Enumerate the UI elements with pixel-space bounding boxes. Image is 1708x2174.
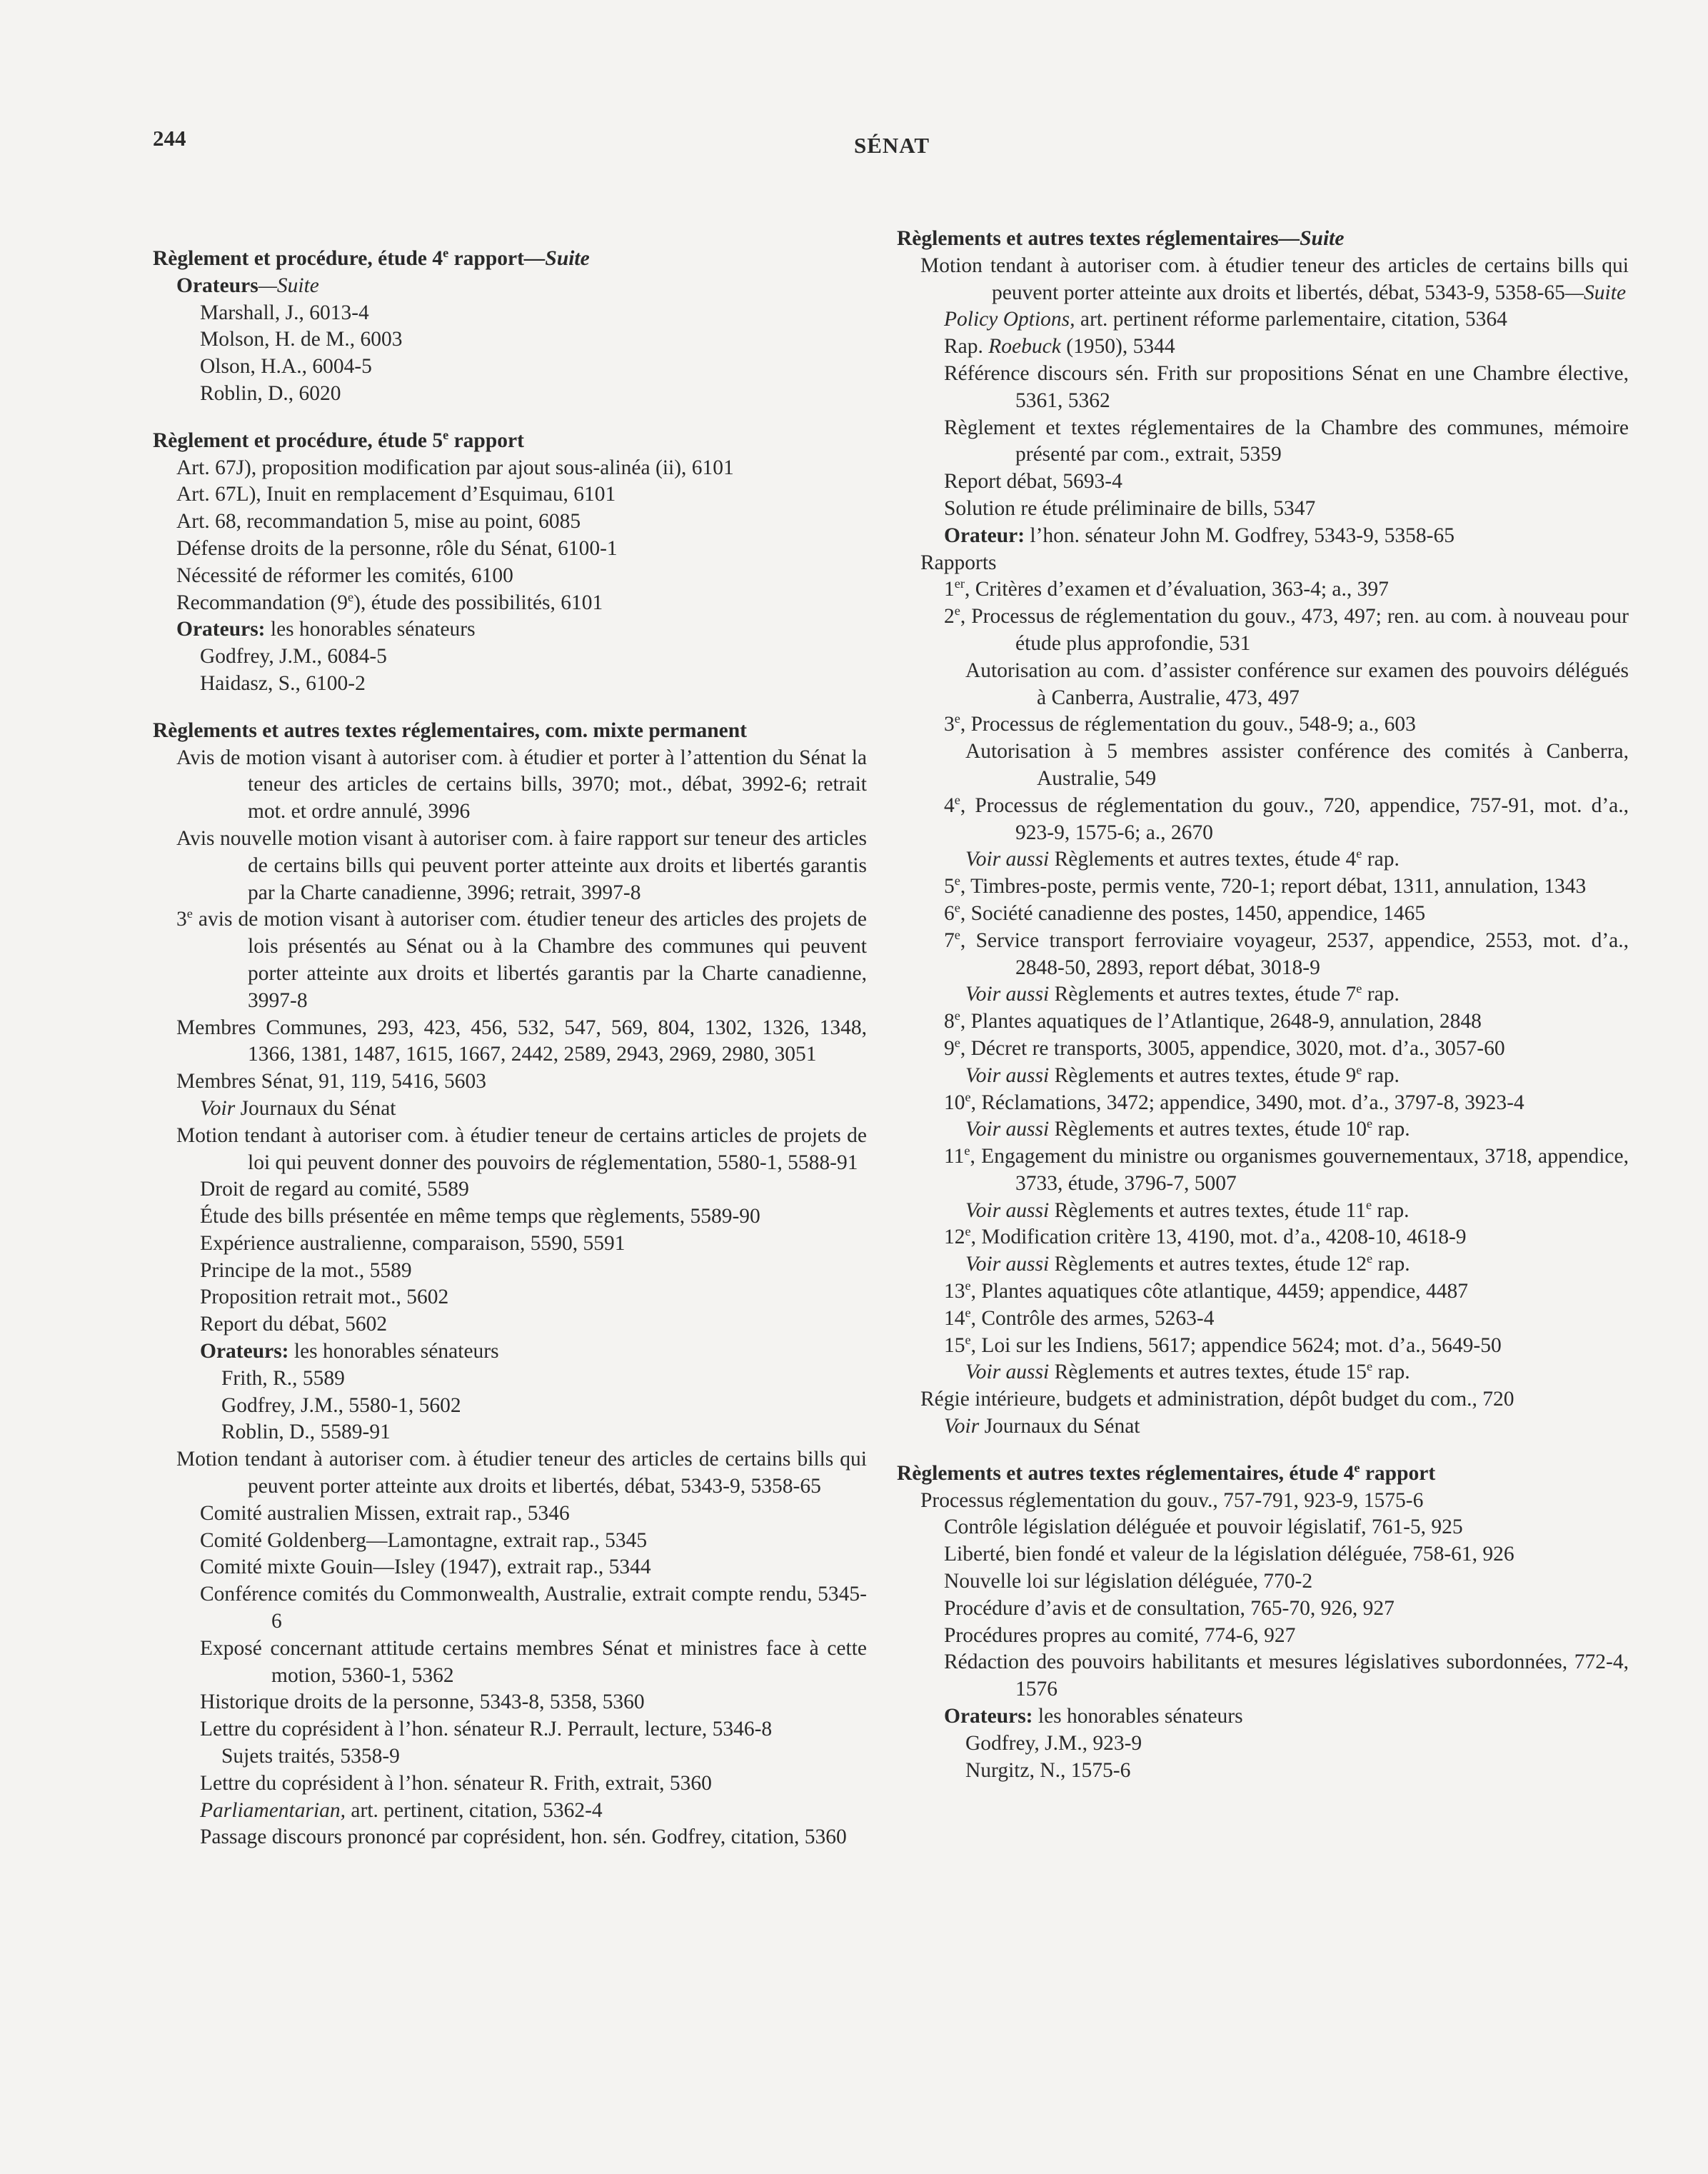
index-entry [897, 253, 1629, 307]
index-entry [153, 273, 867, 300]
entry-text: Solution re étude préliminaire de bills, 5347 [944, 496, 1316, 520]
index-entry [153, 1798, 867, 1825]
entry-it: Voir aussi [965, 1118, 1050, 1141]
index-entry [153, 643, 867, 671]
entry-after: Règlements et autres textes, étude 9 [1049, 1063, 1357, 1087]
index-entry [897, 550, 1629, 577]
entry-sup: e [954, 873, 960, 888]
entry-after: Journaux du Sénat [979, 1415, 1140, 1438]
index-entry [153, 1203, 867, 1231]
entry-after: , Service transport ferroviaire voyageur, 2537, appendice, 2553, mot. d’a., 2848-50, 2893, report débat, 3018-9 [960, 928, 1629, 979]
index-entry [897, 1251, 1629, 1278]
index-entry [897, 1090, 1629, 1117]
index-entry [153, 455, 867, 482]
entry-text: Contrôle législation déléguée et pouvoir législatif, 761-5, 925 [944, 1516, 1463, 1539]
entry-text: Comité mixte Gouin—Isley (1947), extrait rap., 5344 [200, 1556, 651, 1579]
page-number: 244 [153, 126, 186, 151]
entry-it: Voir aussi [965, 1063, 1050, 1087]
entry-it: Policy Options, [944, 308, 1075, 331]
index-entry [897, 1596, 1629, 1623]
entry-after: (1950), 5344 [1060, 335, 1175, 359]
entry-text: Passage discours prononcé par coprésident, hon. sén. Godfrey, citation, 5360 [200, 1825, 847, 1849]
index-entry [153, 1338, 867, 1366]
index-entry [153, 563, 867, 590]
entry-text: Frith, R., 5589 [221, 1366, 345, 1390]
entry-after: , Processus de réglementation du gouv., 473, 497; ren. au com. à nouveau pour étude plus approfondie, 531 [960, 605, 1629, 655]
entry-it: —Suite [1564, 281, 1627, 304]
entry-it: Voir aussi [965, 1198, 1050, 1222]
entry-after: , Engagement du ministre ou organismes gouvernementaux, 3718, appendice, 3733, étude, 3796-7, 5007 [970, 1145, 1629, 1195]
entry-mid: rapport [448, 429, 524, 452]
entry-after: , Timbres-poste, permis vente, 720-1; report débat, 1311, annulation, 1343 [960, 875, 1587, 898]
entry-sup2: e [1356, 1062, 1362, 1077]
entry-it: Parliamentarian, [200, 1798, 346, 1822]
index-heading [153, 246, 867, 273]
entry-text: Roblin, D., 6020 [200, 381, 341, 405]
entry-it: Voir aussi [965, 848, 1050, 871]
index-entry [153, 1581, 867, 1635]
entry-after: ), étude des possibilités, 6101 [353, 591, 603, 614]
entry-text: Avis de motion visant à autoriser com. à étudier et porter à l’attention du Sénat la teneur des articles de certains bills, 3970; mot., débat, 3992-6; retrait mot. et ordre annulé, 3996 [176, 746, 867, 823]
index-entry [897, 1568, 1629, 1596]
entry-sup: e [954, 603, 960, 618]
entry-text: 10 [944, 1091, 965, 1114]
entry-text: Rapports [920, 551, 997, 574]
entry-pre: Règlements et autres textes réglementaires, com. mixte permanent [153, 718, 747, 742]
index-entry [153, 1068, 867, 1096]
index-entry [897, 361, 1629, 415]
entry-it: Voir aussi [965, 1361, 1050, 1384]
entry-text: Sujets traités, 5358-9 [221, 1745, 400, 1768]
entry-text: Historique droits de la personne, 5343-8, 5358, 5360 [200, 1690, 645, 1714]
entry-after: Règlements et autres textes, étude 12 [1049, 1253, 1367, 1276]
entry-it: —Suite [258, 274, 319, 297]
entry-text: Rap. [944, 335, 989, 359]
index-entry [153, 826, 867, 906]
index-entry [153, 1258, 867, 1285]
index-entry [153, 745, 867, 826]
entry-after: Règlements et autres textes, étude 4 [1049, 848, 1357, 871]
index-heading [897, 226, 1629, 253]
index-entry [897, 415, 1629, 469]
entry-sup: e [954, 711, 960, 726]
entry-sup2: e [1356, 846, 1362, 861]
entry-text: Avis nouvelle motion visant à autoriser com. à faire rapport sur teneur des articles de certains bills qui peuvent porter atteinte aux droits et libertés garantis par la Charte canadienne, 3996; retrait, 3997-8 [176, 826, 867, 904]
entry-after: les honorables sénateurs [265, 618, 476, 641]
index-entry [897, 334, 1629, 361]
index-entry [153, 1689, 867, 1716]
entry-text: Godfrey, J.M., 5580-1, 5602 [221, 1393, 461, 1417]
entry-text: 2 [944, 605, 955, 628]
entry-after: , Processus de réglementation du gouv., 720, appendice, 757-91, mot. d’a., 923-9, 1575-6; a., 2670 [960, 793, 1629, 844]
entry-sup: e [954, 792, 960, 807]
entry-after: , Processus de réglementation du gouv., 548-9; a., 603 [960, 713, 1416, 736]
index-entry [153, 300, 867, 327]
entry-text: 3 [944, 713, 955, 736]
entry-after: Règlements et autres textes, étude 10 [1049, 1118, 1367, 1141]
index-entry [897, 1623, 1629, 1650]
index-entry [153, 1231, 867, 1258]
entry-sup: e [443, 427, 449, 442]
entry-text: Nouvelle loi sur législation déléguée, 770-2 [944, 1570, 1313, 1593]
index-entry [153, 1716, 867, 1743]
entry-after2: rap. [1372, 1118, 1410, 1141]
index-entry [897, 1413, 1629, 1441]
entry-text: 8 [944, 1010, 955, 1033]
entry-pre: Règlement et procédure, étude 4 [153, 247, 443, 270]
index-entry [897, 1008, 1629, 1036]
index-entry [897, 1730, 1629, 1758]
index-entry [153, 1743, 867, 1770]
index-entry [897, 1703, 1629, 1730]
index-entry [897, 793, 1629, 847]
entry-after: les honorables sénateurs [1033, 1705, 1243, 1728]
entry-after2: rap. [1372, 1361, 1410, 1384]
entry-after: art. pertinent réforme parlementaire, citation, 5364 [1075, 308, 1507, 331]
entry-text: Étude des bills présentée en même temps que règlements, 5589-90 [200, 1205, 760, 1228]
index-entry [153, 616, 867, 643]
index-entry [897, 1143, 1629, 1198]
index-entry [153, 1770, 867, 1798]
entry-b: Orateurs: [176, 618, 266, 641]
entry-pre: Règlements et autres textes réglementaires [897, 227, 1279, 250]
entry-text: 5 [944, 875, 955, 898]
index-heading [897, 1461, 1629, 1488]
entry-text: 15 [944, 1333, 965, 1357]
entry-text: 1 [944, 578, 955, 601]
index-entry [897, 523, 1629, 550]
entry-after: les honorables sénateurs [288, 1340, 499, 1363]
entry-text: Marshall, J., 6013-4 [200, 301, 369, 324]
entry-after: Journaux du Sénat [235, 1096, 396, 1120]
index-entry [153, 381, 867, 408]
entry-text: Roblin, D., 5589-91 [221, 1421, 391, 1444]
entry-sup: e [965, 1089, 971, 1104]
entry-text: Report débat, 5693-4 [944, 470, 1122, 494]
index-entry [897, 1386, 1629, 1413]
entry-text: Lettre du coprésident à l’hon. sénateur R. Frith, extrait, 5360 [200, 1771, 712, 1795]
index-entry [153, 1419, 867, 1446]
entry-sup: e [965, 1224, 971, 1239]
entry-text: 12 [944, 1226, 965, 1249]
entry-text: Motion tendant à autoriser com. à étudier teneur de certains articles de projets de loi qui peuvent donner des pouvoirs de réglementation, 5580-1, 5588-91 [176, 1123, 867, 1174]
entry-text: Motion tendant à autoriser com. à étudier teneur des articles de certains bills qui peuvent porter atteinte aux droits et libertés, débat, 5343-9, 5358-65 [920, 254, 1629, 304]
index-entry [897, 576, 1629, 603]
entry-text: Conférence comités du Commonwealth, Australie, extrait compte rendu, 5345-6 [200, 1583, 867, 1633]
entry-text: Droit de regard au comité, 5589 [200, 1178, 469, 1201]
running-head: SÉNAT [854, 133, 930, 158]
index-entry [897, 981, 1629, 1008]
index-entry [153, 1393, 867, 1420]
entry-text: Liberté, bien fondé et valeur de la législation déléguée, 758-61, 926 [944, 1543, 1514, 1566]
entry-it: —Suite [1278, 227, 1345, 250]
entry-it: —Suite [523, 247, 590, 270]
entry-it: Roebuck [988, 335, 1061, 359]
index-entry [153, 1311, 867, 1338]
index-entry [153, 1015, 867, 1069]
entry-after: , Réclamations, 3472; appendice, 3490, mot. d’a., 3797-8, 3923-4 [970, 1091, 1524, 1114]
entry-text: Autorisation au com. d’assister conférence sur examen des pouvoirs délégués à Canberra, Australie, 473, 497 [965, 658, 1629, 709]
entry-text: Proposition retrait mot., 5602 [200, 1286, 449, 1309]
right-column [897, 226, 1629, 1784]
entry-after: , Contrôle des armes, 5263-4 [970, 1306, 1215, 1330]
index-entry [153, 1284, 867, 1311]
index-entry [897, 496, 1629, 523]
entry-text: Art. 67J), proposition modification par ajout sous-alinéa (ii), 6101 [176, 456, 734, 479]
index-entry [897, 469, 1629, 496]
entry-text: Exposé concernant attitude certains membres Sénat et ministres face à cette motion, 5360-1, 5362 [200, 1636, 867, 1687]
entry-text: 14 [944, 1306, 965, 1330]
entry-text: Comité Goldenberg—Lamontagne, extrait rap., 5345 [200, 1528, 648, 1552]
index-entry [897, 1224, 1629, 1251]
entry-text: Haidasz, S., 6100-2 [200, 671, 366, 695]
entry-text: Godfrey, J.M., 6084-5 [200, 645, 387, 668]
index-entry [897, 603, 1629, 658]
entry-it: Voir [944, 1415, 980, 1438]
index-entry [153, 354, 867, 381]
index-entry [153, 481, 867, 509]
entry-sup2: e [1367, 1251, 1373, 1266]
entry-sup2: e [1367, 1116, 1373, 1131]
entry-after: Règlements et autres textes, étude 11 [1049, 1198, 1366, 1222]
entry-sup: e [954, 927, 960, 942]
entry-sup2: e [1356, 981, 1362, 996]
index-entry [897, 1488, 1629, 1515]
index-entry [153, 1824, 867, 1851]
index-entry [897, 306, 1629, 334]
entry-text: Art. 67L), Inuit en remplacement d’Esquimau, 6101 [176, 483, 616, 506]
index-entry [153, 671, 867, 698]
index-entry [897, 738, 1629, 793]
index-entry [897, 1541, 1629, 1568]
index-entry [897, 711, 1629, 738]
entry-sup: e [954, 1036, 960, 1051]
entry-sup: e [186, 906, 193, 921]
entry-pre: Règlements et autres textes réglementaires, étude 4 [897, 1461, 1355, 1485]
entry-text: Référence discours sén. Frith sur propositions Sénat en une Chambre élective, 5361, 5362 [944, 361, 1629, 412]
entry-it: Voir [200, 1096, 236, 1120]
entry-text: Comité australien Missen, extrait rap., 5346 [200, 1501, 570, 1525]
index-entry [153, 1528, 867, 1555]
entry-text: 11 [944, 1145, 965, 1168]
entry-b: Orateurs: [200, 1340, 289, 1363]
entry-text: Règlement et textes réglementaires de la Chambre des communes, mémoire présenté par com., extrait, 5359 [944, 416, 1629, 466]
entry-text: Procédure d’avis et de consultation, 765-70, 926, 927 [944, 1596, 1395, 1620]
index-entry [153, 326, 867, 354]
index-entry [153, 1501, 867, 1528]
entry-text: Membres Communes, 293, 423, 456, 532, 547, 569, 804, 1302, 1326, 1348, 1366, 1381, 1487, 1615, 1667, 2442, 2589, 2943, 2969, 2980, 3051 [176, 1016, 867, 1066]
index-entry [897, 846, 1629, 873]
entry-b: Orateurs: [944, 1705, 1033, 1728]
entry-text: Autorisation à 5 membres assister conférence des comités à Canberra, Australie, 549 [965, 740, 1629, 790]
entry-after: , Plantes aquatiques côte atlantique, 4459; appendice, 4487 [970, 1280, 1468, 1303]
entry-text: Régie intérieure, budgets et administration, dépôt budget du com., 720 [920, 1388, 1514, 1411]
entry-sup2: e [1365, 1197, 1372, 1212]
index-entry [153, 906, 867, 1014]
entry-sup: e [954, 1008, 960, 1023]
entry-text: Principe de la mot., 5589 [200, 1258, 412, 1282]
entry-text: Motion tendant à autoriser com. à étudier teneur des articles de certains bills qui peuvent porter atteinte aux droits et libertés, débat, 5343-9, 5358-65 [176, 1448, 867, 1498]
index-entry [897, 1116, 1629, 1143]
entry-sup: e [965, 1306, 971, 1321]
entry-text: Procédures propres au comité, 774-6, 927 [944, 1623, 1296, 1647]
entry-after2: rap. [1372, 1253, 1410, 1276]
entry-text: Molson, H. de M., 6003 [200, 328, 403, 351]
entry-b: Orateur: [944, 524, 1025, 547]
entry-after: avis de motion visant à autoriser com. étudier teneur des articles des projets de lois présentés au Sénat ou à la Chambre des communes qui peuvent porter atteinte aux droits et libertés garantis par la Charte canadienne, 3997-8 [192, 908, 867, 1012]
entry-sup: e [965, 1332, 971, 1347]
entry-text: Lettre du coprésident à l’hon. sénateur R.J. Perrault, lecture, 5346-8 [200, 1718, 773, 1741]
index-entry [897, 1649, 1629, 1703]
index-heading [153, 428, 867, 455]
index-entry [153, 1554, 867, 1581]
entry-text: 4 [944, 793, 955, 817]
entry-after: , Société canadienne des postes, 1450, appendice, 1465 [960, 901, 1426, 925]
entry-it: Voir aussi [965, 983, 1050, 1006]
entry-after2: rap. [1362, 848, 1400, 871]
entry-after: l’hon. sénateur John M. Godfrey, 5343-9, 5358-65 [1025, 524, 1455, 547]
index-entry [153, 590, 867, 617]
index-entry [897, 1333, 1629, 1360]
entry-text: 6 [944, 901, 955, 925]
index-entry [897, 1758, 1629, 1785]
entry-text: 7 [944, 928, 955, 952]
entry-text: Nurgitz, N., 1575-6 [965, 1758, 1131, 1782]
index-entry [897, 1359, 1629, 1386]
entry-text: Expérience australienne, comparaison, 5590, 5591 [200, 1231, 626, 1255]
entry-mid: rapport [1360, 1461, 1436, 1485]
entry-text: 3 [176, 908, 187, 931]
entry-text: 13 [944, 1280, 965, 1303]
entry-sup: e [954, 901, 960, 916]
entry-mid: rapport [448, 247, 524, 270]
entry-sup: e [443, 246, 449, 261]
index-entry [153, 1096, 867, 1123]
index-entry [897, 1514, 1629, 1541]
entry-sup: e [964, 1143, 970, 1158]
entry-after: , Loi sur les Indiens, 5617; appendice 5624; mot. d’a., 5649-50 [970, 1333, 1502, 1357]
entry-text: Godfrey, J.M., 923-9 [965, 1731, 1142, 1755]
entry-after2: rap. [1362, 1063, 1400, 1087]
entry-text: Défense droits de la personne, rôle du Sénat, 6100-1 [176, 536, 618, 560]
entry-text: Nécessité de réformer les comités, 6100 [176, 563, 513, 587]
index-entry [897, 1278, 1629, 1306]
entry-sup: e [348, 589, 354, 604]
entry-sup: e [1354, 1461, 1360, 1476]
entry-after2: rap. [1362, 983, 1400, 1006]
index-entry [153, 509, 867, 536]
index-entry [897, 1198, 1629, 1225]
index-entry [897, 1036, 1629, 1063]
entry-text: Report du débat, 5602 [200, 1313, 388, 1336]
entry-text: Membres Sénat, 91, 119, 5416, 5603 [176, 1070, 486, 1093]
entry-after: , Plantes aquatiques de l’Atlantique, 2648-9, annulation, 2848 [960, 1010, 1482, 1033]
entry-sup: er [954, 576, 965, 591]
entry-after: , Modification critère 13, 4190, mot. d’a., 4208-10, 4618-9 [970, 1226, 1467, 1249]
entry-text: Processus réglementation du gouv., 757-791, 923-9, 1575-6 [920, 1488, 1424, 1512]
index-entry [153, 1366, 867, 1393]
entry-after: Règlements et autres textes, étude 15 [1049, 1361, 1367, 1384]
index-entry [897, 1306, 1629, 1333]
entry-pre: Règlement et procédure, étude 5 [153, 429, 443, 452]
entry-after: art. pertinent, citation, 5362-4 [346, 1798, 603, 1822]
entry-text: Art. 68, recommandation 5, mise au point, 6085 [176, 510, 581, 534]
entry-it: Voir aussi [965, 1253, 1050, 1276]
index-entry [153, 1446, 867, 1501]
entry-text: Olson, H.A., 6004-5 [200, 355, 372, 379]
entry-after: , Décret re transports, 3005, appendice, 3020, mot. d’a., 3057-60 [960, 1036, 1505, 1060]
entry-text: Recommandation (9 [176, 591, 348, 614]
index-entry [897, 901, 1629, 928]
entry-sup: e [965, 1278, 971, 1293]
index-entry [897, 928, 1629, 982]
entry-after: , Critères d’examen et d’évaluation, 363-4; a., 397 [964, 578, 1389, 601]
left-column [153, 226, 867, 1851]
index-entry [153, 1123, 867, 1177]
entry-b: Orateurs [176, 274, 258, 297]
index-entry [153, 536, 867, 563]
index-entry [897, 1063, 1629, 1090]
entry-text: Rédaction des pouvoirs habilitants et mesures législatives subordonnées, 772-4, 1576 [944, 1650, 1629, 1701]
index-entry [153, 1176, 867, 1203]
entry-after: Règlements et autres textes, étude 7 [1049, 983, 1357, 1006]
index-entry [897, 658, 1629, 712]
index-entry [897, 873, 1629, 901]
index-entry [153, 1635, 867, 1690]
entry-sup2: e [1367, 1359, 1373, 1374]
entry-after2: rap. [1372, 1198, 1410, 1222]
entry-text: 9 [944, 1036, 955, 1060]
index-heading [153, 718, 867, 745]
